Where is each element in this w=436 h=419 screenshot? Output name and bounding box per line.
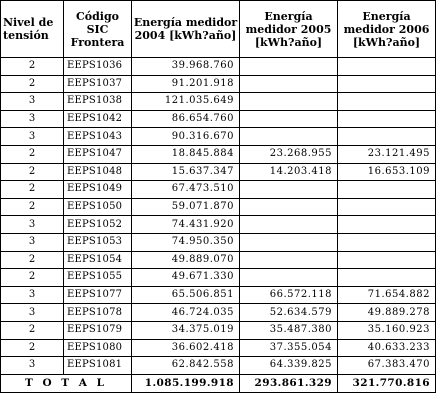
cell-energia-2005: 14.203.418 (240, 163, 338, 181)
cell-nivel-tension: 3 (1, 216, 64, 234)
table-row (1, 269, 436, 287)
cell-energia-2006 (338, 75, 436, 93)
table-footer (1, 374, 436, 392)
cell-codigo-sic: EEPS1047 (64, 145, 132, 163)
cell-codigo-sic: EEPS1038 (64, 93, 132, 111)
cell-energia-2006: 35.160.923 (338, 321, 436, 339)
cell-nivel-tension: 2 (1, 321, 64, 339)
table-row (1, 233, 436, 251)
cell-energia-2005 (240, 93, 338, 111)
cell-nivel-tension: 2 (1, 181, 64, 199)
table-row (1, 145, 436, 163)
cell-codigo-sic: EEPS1043 (64, 128, 132, 146)
cell-energia-2004: 49.889.070 (132, 251, 240, 269)
cell-nivel-tension: 2 (1, 339, 64, 357)
cell-energia-2004: 49.671.330 (132, 269, 240, 287)
header-energia-2004: Energía medidor 2004 [kWh?año] (132, 1, 240, 58)
table-row (1, 181, 436, 199)
cell-energia-2005 (240, 181, 338, 199)
cell-energia-2004: 39.968.760 (132, 58, 240, 76)
cell-codigo-sic: EEPS1077 (64, 286, 132, 304)
cell-nivel-tension: 2 (1, 75, 64, 93)
cell-nivel-tension: 3 (1, 286, 64, 304)
cell-energia-2006 (338, 110, 436, 128)
cell-energia-2006 (338, 233, 436, 251)
cell-energia-2004: 91.201.918 (132, 75, 240, 93)
cell-energia-2004: 36.602.418 (132, 339, 240, 357)
total-row (1, 374, 436, 392)
cell-codigo-sic: EEPS1080 (64, 339, 132, 357)
cell-energia-2006 (338, 181, 436, 199)
cell-codigo-sic: EEPS1054 (64, 251, 132, 269)
cell-energia-2004: 65.506.851 (132, 286, 240, 304)
cell-nivel-tension: 3 (1, 233, 64, 251)
table-row (1, 339, 436, 357)
cell-energia-2005 (240, 110, 338, 128)
cell-energia-2005 (240, 251, 338, 269)
cell-energia-2006: 23.121.495 (338, 145, 436, 163)
cell-nivel-tension: 2 (1, 163, 64, 181)
total-energia-2004: 1.085.199.918 (132, 374, 240, 392)
cell-nivel-tension: 2 (1, 58, 64, 76)
table-row (1, 128, 436, 146)
cell-energia-2004: 121.035.649 (132, 93, 240, 111)
cell-energia-2004: 59.071.870 (132, 198, 240, 216)
cell-energia-2006 (338, 269, 436, 287)
cell-energia-2005 (240, 269, 338, 287)
header-nivel-tension: Nivel de tensión (1, 1, 64, 58)
cell-nivel-tension: 2 (1, 251, 64, 269)
table-body (1, 58, 436, 375)
cell-energia-2004: 86.654.760 (132, 110, 240, 128)
table-row (1, 304, 436, 322)
cell-energia-2004: 74.950.350 (132, 233, 240, 251)
cell-nivel-tension: 3 (1, 110, 64, 128)
cell-energia-2004: 34.375.019 (132, 321, 240, 339)
cell-energia-2006 (338, 128, 436, 146)
cell-energia-2005 (240, 58, 338, 76)
table-row (1, 286, 436, 304)
cell-nivel-tension: 3 (1, 357, 64, 375)
cell-nivel-tension: 3 (1, 128, 64, 146)
cell-energia-2006 (338, 251, 436, 269)
total-energia-2006: 321.770.816 (338, 374, 436, 392)
table-row (1, 216, 436, 234)
table-row (1, 58, 436, 76)
cell-energia-2005: 23.268.955 (240, 145, 338, 163)
cell-energia-2006 (338, 198, 436, 216)
total-energia-2005: 293.861.329 (240, 374, 338, 392)
cell-energia-2005 (240, 216, 338, 234)
header-row (1, 1, 436, 58)
cell-energia-2004: 15.637.347 (132, 163, 240, 181)
cell-codigo-sic: EEPS1079 (64, 321, 132, 339)
cell-energia-2004: 46.724.035 (132, 304, 240, 322)
cell-energia-2005 (240, 198, 338, 216)
table-row (1, 110, 436, 128)
total-label: T O T A L (1, 374, 132, 392)
cell-codigo-sic: EEPS1053 (64, 233, 132, 251)
cell-codigo-sic: EEPS1078 (64, 304, 132, 322)
cell-nivel-tension: 3 (1, 304, 64, 322)
cell-energia-2004: 62.842.558 (132, 357, 240, 375)
cell-energia-2005: 35.487.380 (240, 321, 338, 339)
cell-energia-2006 (338, 93, 436, 111)
cell-energia-2006 (338, 58, 436, 76)
cell-codigo-sic: EEPS1049 (64, 181, 132, 199)
cell-energia-2005: 37.355.054 (240, 339, 338, 357)
table-row (1, 251, 436, 269)
cell-nivel-tension: 2 (1, 269, 64, 287)
cell-energia-2006: 49.889.278 (338, 304, 436, 322)
header-codigo-sic: Código SIC Frontera (64, 1, 132, 58)
table-header (1, 1, 436, 58)
cell-energia-2004: 18.845.884 (132, 145, 240, 163)
cell-nivel-tension: 2 (1, 198, 64, 216)
cell-codigo-sic: EEPS1037 (64, 75, 132, 93)
cell-energia-2005: 64.339.825 (240, 357, 338, 375)
cell-energia-2005: 66.572.118 (240, 286, 338, 304)
cell-energia-2005: 52.634.579 (240, 304, 338, 322)
cell-energia-2005 (240, 233, 338, 251)
cell-energia-2006: 40.633.233 (338, 339, 436, 357)
cell-codigo-sic: EEPS1081 (64, 357, 132, 375)
cell-codigo-sic: EEPS1036 (64, 58, 132, 76)
cell-energia-2006: 67.383.470 (338, 357, 436, 375)
cell-energia-2006: 16.653.109 (338, 163, 436, 181)
cell-energia-2004: 90.316.670 (132, 128, 240, 146)
cell-codigo-sic: EEPS1052 (64, 216, 132, 234)
cell-codigo-sic: EEPS1055 (64, 269, 132, 287)
table-row (1, 198, 436, 216)
header-energia-2005: Energía medidor 2005 [kWh?año] (240, 1, 338, 58)
header-energia-2006: Energía medidor 2006 [kWh?año] (338, 1, 436, 58)
cell-energia-2005 (240, 75, 338, 93)
table-row (1, 357, 436, 375)
table-row (1, 93, 436, 111)
cell-energia-2004: 74.431.920 (132, 216, 240, 234)
cell-energia-2006: 71.654.882 (338, 286, 436, 304)
cell-codigo-sic: EEPS1050 (64, 198, 132, 216)
cell-energia-2004: 67.473.510 (132, 181, 240, 199)
cell-codigo-sic: EEPS1042 (64, 110, 132, 128)
cell-energia-2005 (240, 128, 338, 146)
cell-nivel-tension: 2 (1, 145, 64, 163)
cell-nivel-tension: 3 (1, 93, 64, 111)
cell-codigo-sic: EEPS1048 (64, 163, 132, 181)
table-row (1, 163, 436, 181)
cell-energia-2006 (338, 216, 436, 234)
table-row (1, 75, 436, 93)
table-row (1, 321, 436, 339)
